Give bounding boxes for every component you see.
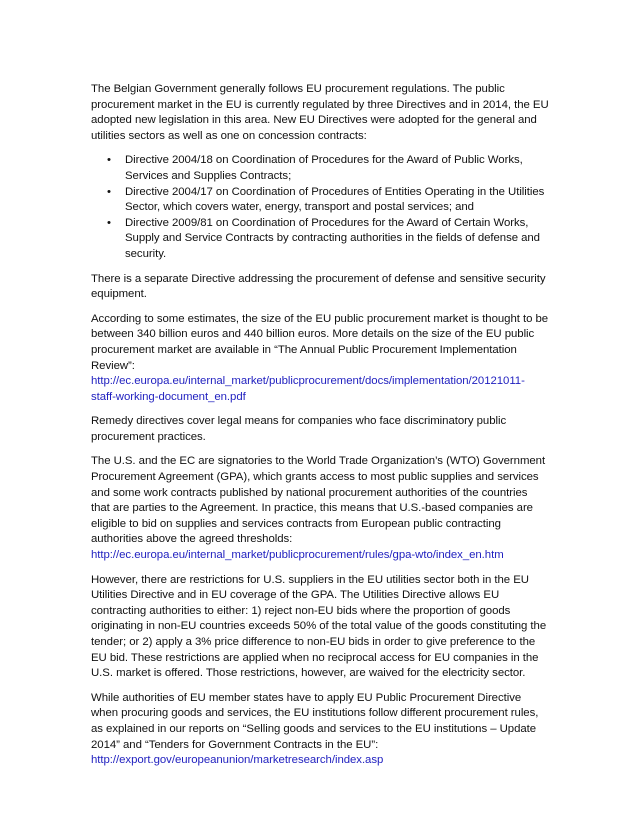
- restrictions-paragraph: However, there are restrictions for U.S. suppliers in the EU utilities sector both in the EU Utilities Directive and in EU coverage of the GPA. The Utilities Directive allows EU contracting authorities to either: 1) reject non-EU bids where the proportion of goods originating in non-EU countries exceeds 50% of the total value of the goods constituting the tender; or 2) apply a 3% price difference to non-EU bids in order to give preference to the EU bid. These restrictions are applied when no reciprocal access for EU companies in the U.S. market is offered. Those restrictions, however, are waived for the electricity sector.: [91, 573, 547, 680]
- market-research-link[interactable]: http://export.gov/europeanunion/marketresearch/index.asp: [91, 754, 384, 767]
- gpa-text: The U.S. and the EC are signatories to the World Trade Organization’s (WTO) Government Procurement Agreement (GPA), which grants access to most public supplies and services and some work contracts published by national procurement authorities of the countries that are parties to the Agreement. In practice, this means that U.S.-based companies are eligible to bid on supplies and services contracts from European public contracting authorities above the agreed thresholds:: [91, 455, 546, 546]
- list-item: [107, 153, 549, 184]
- document-page: [91, 82, 549, 778]
- institutions-text: While authorities of EU member states have to apply EU Public Procurement Directive when procuring goods and services, the EU institutions follow different procurement rules, as explained in our reports on “Selling goods and services to the EU institutions – Update 2014” and “Tenders for Government Contracts in the EU”:: [91, 691, 539, 751]
- market-size-text: According to some estimates, the size of the EU public procurement market is thought to be between 340 billion euros and 440 billion euros. More details on the size of the EU public procurement market are available in “The Annual Public Procurement Implementation Review”:: [91, 312, 549, 372]
- bullet-icon: •: [107, 185, 111, 198]
- institutions-paragraph: [91, 691, 549, 769]
- remedy-paragraph: Remedy directives cover legal means for companies who face discriminatory public procurement practices.: [91, 415, 507, 443]
- directive-list: [91, 153, 549, 262]
- defense-paragraph: There is a separate Directive addressing the procurement of defense and sensitive security equipment.: [91, 272, 546, 301]
- gpa-wto-link[interactable]: http://ec.europa.eu/internal_market/publicprocurement/rules/gpa-wto/index_en.htm: [91, 549, 504, 562]
- market-size-paragraph: [91, 312, 549, 406]
- bullet-icon: •: [107, 216, 111, 229]
- list-item: [107, 185, 549, 216]
- list-item-text: Directive 2004/18 on Coordination of Procedures for the Award of Public Works, Services and Supplies Contracts;: [125, 154, 523, 182]
- implementation-review-link[interactable]: http://ec.europa.eu/internal_market/publicprocurement/docs/implementation/20121011-staff-working-document_en.pdf: [91, 375, 525, 403]
- gpa-paragraph: [91, 454, 549, 563]
- list-item-text: Directive 2009/81 on Coordination of Procedures for the Award of Certain Works, Supply and Service Contracts by contracting authorities in the fields of defense and security.: [125, 216, 540, 260]
- list-item: [107, 216, 549, 263]
- intro-paragraph: The Belgian Government generally follows EU procurement regulations. The public procurement market in the EU is currently regulated by three Directives and in 2014, the EU adopted new legislation in this area. New EU Directives were adopted for the general and utilities sectors as well as one on concession contracts:: [91, 83, 549, 142]
- list-item-text: Directive 2004/17 on Coordination of Procedures of Entities Operating in the Utilities Sector, which covers water, energy, transport and postal services; and: [125, 185, 545, 214]
- bullet-icon: •: [107, 154, 111, 167]
